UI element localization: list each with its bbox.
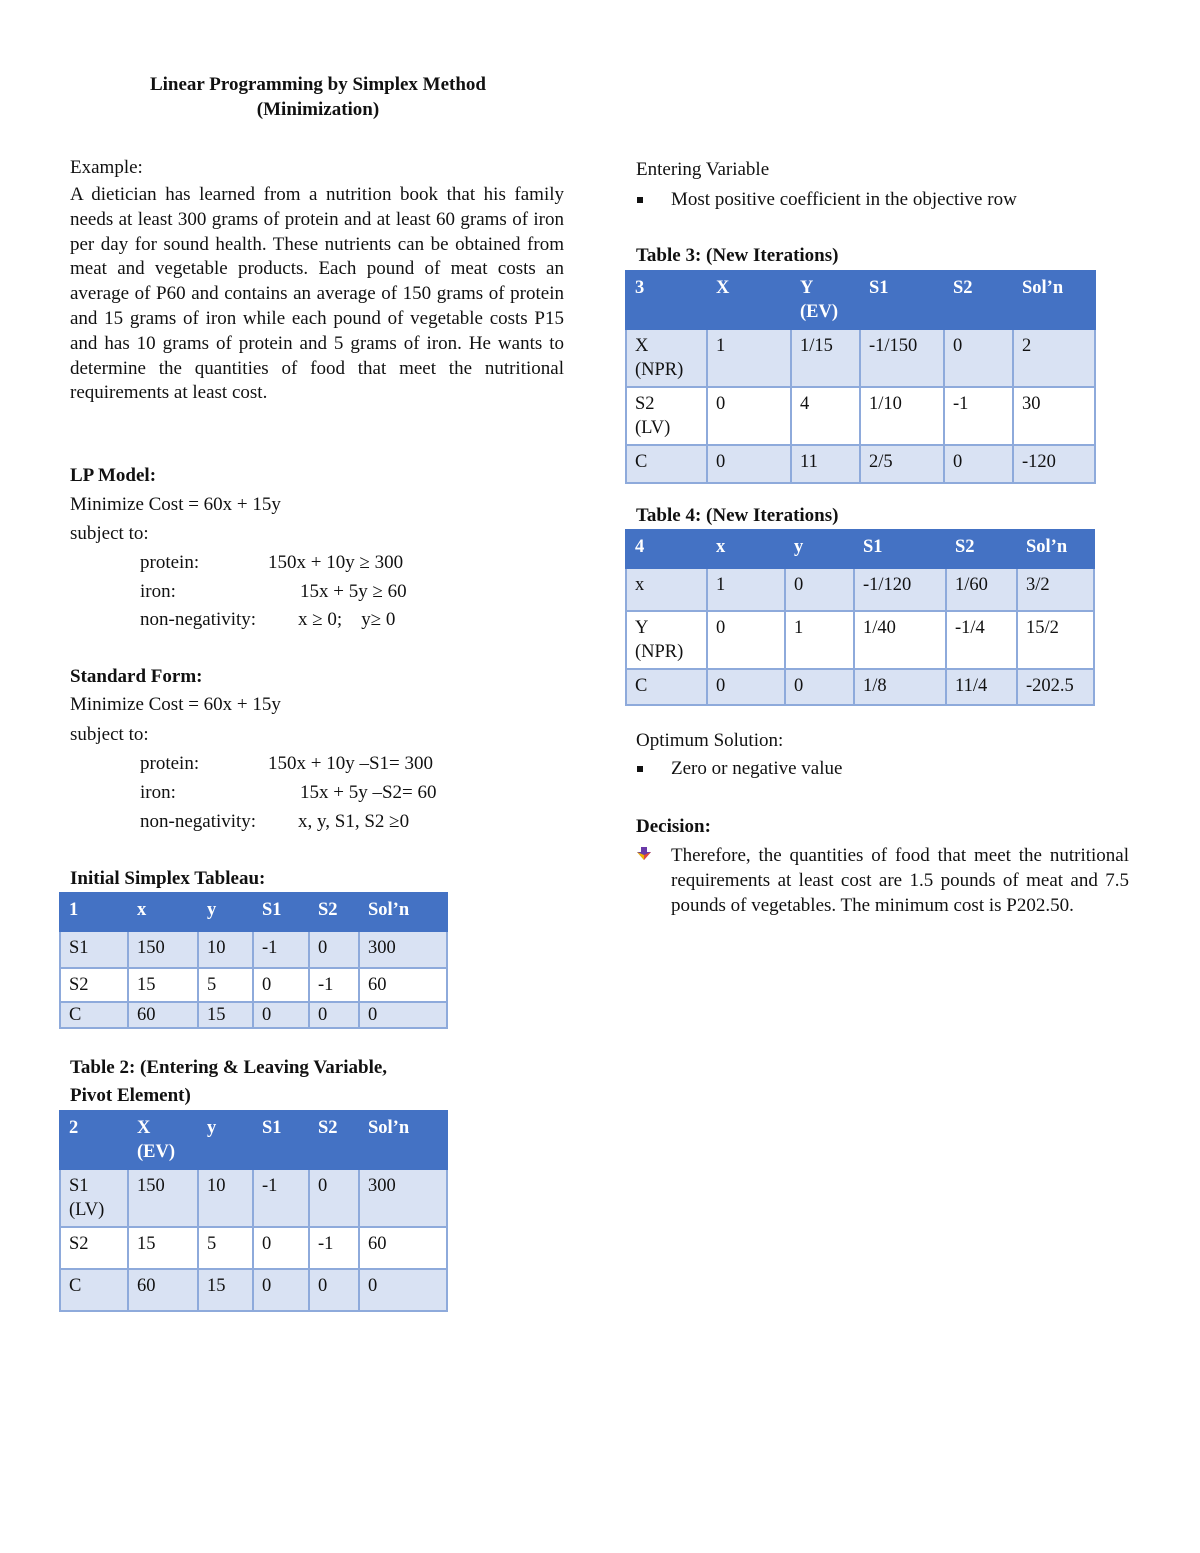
iteration-table-3: [625, 270, 1096, 484]
table-cell: 300: [359, 1169, 447, 1227]
table-cell: 1/10: [860, 387, 944, 445]
lp-constraint-label: protein:: [140, 552, 200, 573]
table-cell: 60: [128, 1002, 198, 1028]
decision-heading: Decision:: [636, 816, 711, 837]
table-cell: 0: [785, 568, 854, 611]
table-cell: 1/8: [854, 669, 946, 705]
table-header-cell: 2: [60, 1111, 128, 1169]
table-header-cell: Sol’n: [1017, 530, 1094, 568]
decision-text: Therefore, the quantities of food that meet the nutritional requirements at least cost are 1.5 pounds of meat and 7.5 pounds of vegetables. The minimum cost is P202.50.: [671, 845, 1129, 916]
lp-model-objective: Minimize Cost = 60x + 15y: [70, 494, 281, 515]
table-cell: 0: [707, 387, 791, 445]
table-header-cell: x: [128, 893, 198, 931]
table2-caption-cont: Pivot Element): [70, 1085, 191, 1106]
sf-constraint-expr: 150x + 10y –S1= 300: [268, 753, 433, 774]
table-header-cell: S2: [944, 271, 1013, 329]
table-cell: 0: [707, 669, 785, 705]
table-cell: 0: [359, 1269, 447, 1311]
table-cell: 5: [198, 968, 253, 1002]
table-cell: 1/15: [791, 329, 860, 387]
table-header-cell: S2: [946, 530, 1017, 568]
table-cell: -1: [253, 1169, 309, 1227]
table-cell: 10: [198, 1169, 253, 1227]
table4-caption: Table 4: (New Iterations): [636, 505, 839, 526]
table-cell: -1/150: [860, 329, 944, 387]
table-header-cell: S2: [309, 1111, 359, 1169]
lp-constraint-expr: 150x + 10y ≥ 300: [268, 552, 404, 573]
table-cell: S2 (LV): [626, 387, 707, 445]
table-row: [60, 931, 447, 968]
table-cell: 15: [128, 1227, 198, 1269]
table-cell: 1: [707, 568, 785, 611]
table-cell: S1: [60, 931, 128, 968]
table-cell: 0: [359, 1002, 447, 1028]
table-cell: 0: [309, 931, 359, 968]
table-cell: 4: [791, 387, 860, 445]
table-cell: 1: [707, 329, 791, 387]
table-row: [60, 1269, 447, 1311]
table-cell: -1/4: [946, 611, 1017, 669]
table-cell: 0: [253, 968, 309, 1002]
table-cell: 2/5: [860, 445, 944, 483]
table-cell: 150: [128, 1169, 198, 1227]
table-header-cell: X (EV): [128, 1111, 198, 1169]
square-bullet-icon: [637, 766, 643, 772]
table-header-cell: S2: [309, 893, 359, 931]
table-header-cell: 1: [60, 893, 128, 931]
table-cell: C: [60, 1002, 128, 1028]
table-cell: 300: [359, 931, 447, 968]
table-cell: 15: [198, 1269, 253, 1311]
table-cell: S2: [60, 1227, 128, 1269]
table-cell: x: [626, 568, 707, 611]
table-header-cell: S1: [253, 1111, 309, 1169]
table-cell: -1: [253, 931, 309, 968]
sf-constraint-expr: 15x + 5y –S2= 60: [300, 782, 437, 803]
table-header-cell: S1: [253, 893, 309, 931]
table-cell: 60: [359, 968, 447, 1002]
table-header-row: [626, 271, 1095, 329]
table-cell: 2: [1013, 329, 1095, 387]
square-bullet-icon: [637, 197, 643, 203]
table-cell: 0: [253, 1002, 309, 1028]
table-cell: C: [626, 669, 707, 705]
lp-constraint-label: iron:: [140, 581, 176, 602]
table-cell: -1/120: [854, 568, 946, 611]
table-cell: C: [60, 1269, 128, 1311]
table-row: [626, 387, 1095, 445]
entering-variable-label: Entering Variable: [636, 159, 770, 180]
table-row: [626, 611, 1094, 669]
table-header-cell: y: [785, 530, 854, 568]
table-header-cell: X: [707, 271, 791, 329]
sf-constraint-label: iron:: [140, 782, 176, 803]
table-header-cell: x: [707, 530, 785, 568]
table-cell: 0: [309, 1169, 359, 1227]
table-header-cell: 3: [626, 271, 707, 329]
down-arrow-icon: [636, 846, 652, 862]
iteration-table-4: [625, 529, 1095, 706]
table-cell: 0: [707, 611, 785, 669]
table-cell: 0: [944, 445, 1013, 483]
table-header-cell: Sol’n: [1013, 271, 1095, 329]
table-header-row: [60, 893, 447, 931]
table-row: [60, 1002, 447, 1028]
table-cell: 15: [198, 1002, 253, 1028]
table-row: [60, 1227, 447, 1269]
table-cell: 150: [128, 931, 198, 968]
table1-caption: Initial Simplex Tableau:: [70, 868, 266, 889]
table-cell: 3/2: [1017, 568, 1094, 611]
table-row: [60, 968, 447, 1002]
table-cell: 0: [253, 1269, 309, 1311]
table-row: [626, 568, 1094, 611]
table-cell: 0: [309, 1002, 359, 1028]
table-cell: S2: [60, 968, 128, 1002]
table-cell: 1/40: [854, 611, 946, 669]
standard-form-subject: subject to:: [70, 724, 149, 745]
table-header-cell: Sol’n: [359, 893, 447, 931]
table-cell: 30: [1013, 387, 1095, 445]
table-cell: -1: [309, 968, 359, 1002]
optimum-solution-label: Optimum Solution:: [636, 730, 784, 751]
table-cell: -202.5: [1017, 669, 1094, 705]
table-header-row: [626, 530, 1094, 568]
lp-constraint-expr: 15x + 5y ≥ 60: [300, 581, 407, 602]
table-cell: S1 (LV): [60, 1169, 128, 1227]
table-cell: X (NPR): [626, 329, 707, 387]
document-subtitle: (Minimization): [256, 99, 380, 120]
table-cell: 0: [253, 1227, 309, 1269]
example-label: Example:: [70, 157, 143, 178]
table-header-cell: S1: [854, 530, 946, 568]
table-cell: 0: [785, 669, 854, 705]
table-cell: 15: [128, 968, 198, 1002]
table-cell: 15/2: [1017, 611, 1094, 669]
table-cell: 0: [707, 445, 791, 483]
initial-simplex-table: [59, 892, 448, 1029]
sf-constraint-label: protein:: [140, 753, 200, 774]
table-header-cell: y: [198, 1111, 253, 1169]
table3-caption: Table 3: (New Iterations): [636, 245, 839, 266]
example-text: A dietician has learned from a nutrition book that his family needs at least 300 grams of protein and at least 60 grams of iron per day for sound health. These nutrients can be obtained from meat and vegetable products. Each pound of meat costs an average of P60 and contains an average of 150 grams of protein and 15 grams of iron while each pound of vegetable costs P15 and has 10 grams of protein and 5 grams of iron. He wants to determine the quantities of food that meet the nutritional requirements at least cost.: [70, 184, 564, 404]
table-cell: 10: [198, 931, 253, 968]
table-cell: 1/60: [946, 568, 1017, 611]
lp-model-heading: LP Model:: [70, 465, 157, 486]
optimum-solution-bullet: Zero or negative value: [671, 758, 843, 779]
table-cell: C: [626, 445, 707, 483]
table-cell: 11/4: [946, 669, 1017, 705]
table-row: [626, 445, 1095, 483]
table-cell: 0: [309, 1269, 359, 1311]
table-cell: 5: [198, 1227, 253, 1269]
table-row: [626, 669, 1094, 705]
table-cell: 0: [944, 329, 1013, 387]
table-cell: 11: [791, 445, 860, 483]
table-header-cell: y: [198, 893, 253, 931]
table-header-cell: Sol’n: [359, 1111, 447, 1169]
table-header-cell: Y (EV): [791, 271, 860, 329]
table-header-row: [60, 1111, 447, 1169]
entering-variable-bullet: Most positive coefficient in the objective row: [671, 189, 1017, 210]
table-cell: 60: [359, 1227, 447, 1269]
table-cell: 1: [785, 611, 854, 669]
table-header-cell: S1: [860, 271, 944, 329]
lp-constraint-label: non-negativity:: [140, 609, 257, 630]
table-row: [60, 1169, 447, 1227]
table2-caption: Table 2: (Entering & Leaving Variable,: [70, 1057, 388, 1078]
standard-form-objective: Minimize Cost = 60x + 15y: [70, 694, 281, 715]
document-title: Linear Programming by Simplex Method: [149, 74, 487, 95]
table-cell: -1: [309, 1227, 359, 1269]
lp-constraint-expr: x ≥ 0; y≥ 0: [298, 609, 396, 630]
sf-constraint-expr: x, y, S1, S2 ≥0: [298, 811, 410, 832]
table-cell: 60: [128, 1269, 198, 1311]
lp-model-subject: subject to:: [70, 523, 149, 544]
table-row: [626, 329, 1095, 387]
table-cell: Y (NPR): [626, 611, 707, 669]
table-cell: -120: [1013, 445, 1095, 483]
table-header-cell: 4: [626, 530, 707, 568]
table-cell: -1: [944, 387, 1013, 445]
standard-form-heading: Standard Form:: [70, 666, 203, 687]
pivot-table: [59, 1110, 448, 1312]
sf-constraint-label: non-negativity:: [140, 811, 257, 832]
